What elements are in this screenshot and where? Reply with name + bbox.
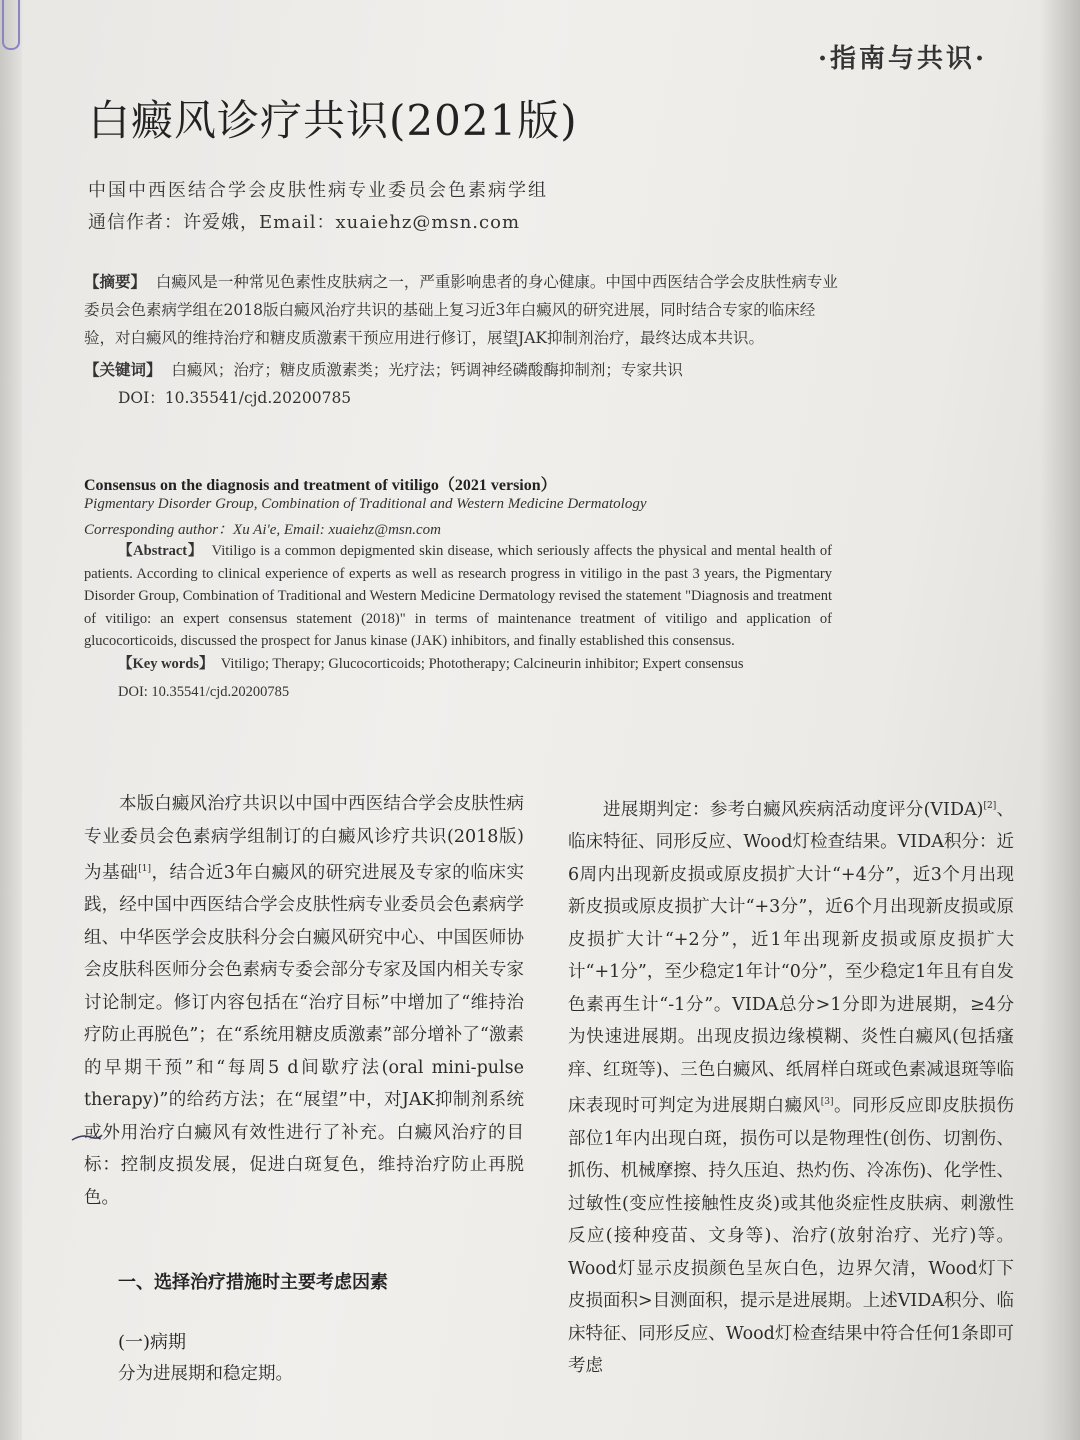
abstract-en-label: 【Abstract】 <box>118 543 204 559</box>
abstract-en <box>84 540 832 704</box>
progression-paragraph <box>568 790 1014 1383</box>
doi-en: DOI: 10.35541/cjd.20200785 <box>118 684 290 700</box>
abstract-cn <box>84 268 844 412</box>
pen-stroke-mark <box>70 1128 104 1146</box>
intro-text-1: 本版白癜风治疗共识以中国中西医结合学会皮肤性病专业委员会色素病学组制订的白癜风诊疗共识(2018版)为基础 <box>84 794 524 883</box>
section-heading-1: 一、选择治疗措施时主要考虑因素 <box>118 1272 388 1293</box>
progression-text-3: 。同形反应即皮肤损伤部位1年内出现白斑，损伤可以是物理性(创伤、切割伤、抓伤、机械摩擦、持久压迫、热灼伤、冷冻伤)、化学性、过敏性(变应性接触性皮炎)或其他炎症性皮肤病、刺激性反应(接种疫苗、文身等)、治疗(放射治疗、光疗)等。Wood灯显示皮损颜色呈灰白色，边界欠清，Wood灯下皮损面积>目测面积，提示是进展期。上述VIDA积分、临床特征、同形反应、Wood灯检查结果中符合任何1条即可考虑 <box>568 1096 1015 1377</box>
abstract-cn-label: 【摘要】 <box>84 272 147 291</box>
page-left-edge <box>0 0 22 1440</box>
page-right-edge <box>1040 0 1080 1440</box>
corresponding-author: 通信作者：许爱娥，Email：xuaiehz@msn.com <box>88 212 521 233</box>
keywords-en: Vitiligo; Therapy; Glucocorticoids; Phototherapy; Calcineurin inhibitor; Expert consensus <box>220 655 744 672</box>
author-organization: 中国中西医结合学会皮肤性病专业委员会色素病学组 <box>88 180 548 201</box>
body-right-column <box>568 790 1014 1383</box>
keywords-cn-label: 【关键词】 <box>84 360 162 379</box>
progression-text-2: 、临床特征、同形反应、Wood灯检查结果。VIDA积分：近6周内出现新皮损或原皮损扩大计“+4分”，近3个月出现新皮损或原皮损扩大计“+3分”，近6个月出现新皮损或原皮损扩大计“+2分”，近1年出现新皮损或原皮损扩大计“+1分”，至少稳定1年计“0分”，至少稳定1年且有自发色素再生计“-1分”。VIDA总分>1分即为进展期，≥4分为快速进展期。出现皮损边缘模糊、炎性白癜风(包括瘙痒、红斑等)、三色白癜风、纸屑样白斑或色素减退斑等临床表现时可判定为进展期白癜风 <box>568 799 1015 1117</box>
ref-1: [1] <box>138 864 151 874</box>
progression-text-1: 进展期判定：参考白癜风疾病活动度评分(VIDA) <box>603 799 984 820</box>
english-group: Pigmentary Disorder Group, Combination of Traditional and Western Medicine Dermatology <box>84 496 647 512</box>
stage-text: 分为进展期和稳定期。 <box>118 1364 293 1384</box>
abstract-en-text: Vitiligo is a common depigmented skin disease, which seriously affects the physical and mental health of patients. According to clinical experience of experts as well as research progress in vitiligo in the past 3 years, the Pigmentary Disorder Group, Combination of Traditional and Western Medicine Dermatology revised the statement "Diagnosis and treatment of vitiligo: an expert consensus statement (2018)" in terms of maintenance treatment of vitiligo and application of glucocorticoids, discussed the prospect for Janus kinase (JAK) inhibitors, and finally established this consensus. <box>84 543 833 649</box>
intro-text-2: ，结合近3年白癜风的研究进展及专家的临床实践，经中国中西医结合学会皮肤性病专业委员会色素病学组、中华医学会皮肤科分会白癜风研究中心、中国医师协会皮肤科医师分会色素病专委会部分专家及国内相关专家讨论制定。修订内容包括在“治疗目标”中增加了“维持治疗防止再脱色”；在“系统用糖皮质激素”部分增补了“激素的早期干预”和“每周5 d间歇疗法(oral mini-pulse therapy)”的给药方法；在“展望”中，对JAK抑制剂系统或外用治疗白癜风有效性进行了补充。白癜风治疗的目标：控制皮损发展，促进白斑复色，维持治疗防止再脱色。 <box>84 862 524 1208</box>
page-title: 白癜风诊疗共识(2021版) <box>88 96 578 145</box>
keywords-en-label: 【Key words】 <box>118 655 214 672</box>
ref-2: [2] <box>983 801 997 811</box>
doi-cn: DOI：10.35541/cjd.20200785 <box>118 389 352 407</box>
subsection-heading-stage: (一)病期 <box>118 1332 187 1353</box>
pen-mark <box>2 0 20 50</box>
keywords-cn: 白癜风；治疗；糖皮质激素类；光疗法；钙调神经磷酸酶抑制剂；专家共识 <box>171 361 683 379</box>
ref-3: [3] <box>820 1097 834 1108</box>
english-corresponding: Corresponding author：Xu Ai'e, Email: xuaiehz@msn.com <box>84 522 441 538</box>
body-left-column <box>84 788 524 1214</box>
abstract-cn-text: 白癜风是一种常见色素性皮肤病之一，严重影响患者的身心健康。中国中西医结合学会皮肤性病专业委员会色素病学组在2018版白癜风治疗共识的基础上复习近3年白癜风的研究进展，同时结合专家的临床经验，对白癜风的维持治疗和糖皮质激素干预应用进行修订，展望JAK抑制剂治疗，最终达成本共识。 <box>84 273 838 347</box>
english-title: Consensus on the diagnosis and treatment of vitiligo（2021 version） <box>84 477 557 494</box>
intro-paragraph <box>84 788 524 1214</box>
section-tag: ·指南与共识· <box>818 44 988 74</box>
